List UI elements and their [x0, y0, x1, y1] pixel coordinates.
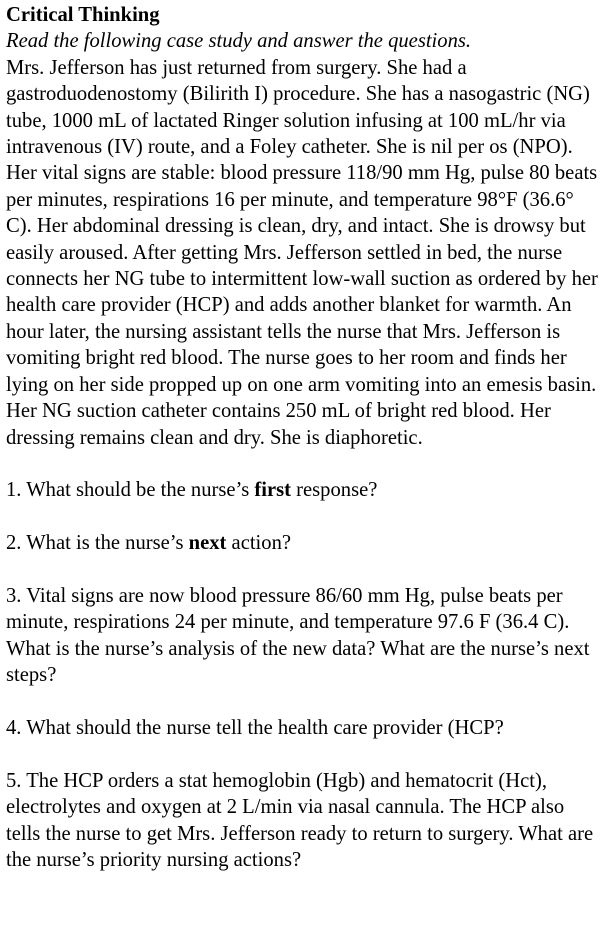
- case-study-text: Mrs. Jefferson has just returned from surgery. She had a gastroduodenostomy (Bilirith I) procedure. She has a nasogastric (NG) tube, 1000 mL of lactated Ringer solution infusing at 100 mL/hr via intravenous (IV) route, and a Foley catheter. She is nil per os (NPO). Her vital signs are stable: blood pressure 118/90 mm Hg, pulse 80 beats per minutes, respirations 16 per minute, and temperature 98°F (36.6° C). Her abdominal dressing is clean, dry, and intact. She is drowsy but easily aroused. After getting Mrs. Jefferson settled in bed, the nurse connects her NG tube to intermittent low-wall suction as ordered by her health care provider (HCP) and adds another blanket for warmth. An hour later, the nursing assistant tells the nurse that Mrs. Jefferson is vomiting bright red blood. The nurse goes to her room and finds her lying on her side propped up on one arm vomiting into an emesis basin. Her NG suction catheter contains 250 mL of bright red blood. Her dressing remains clean and dry. She is diaphoretic.: [6, 56, 598, 449]
- question-2-tail: action?: [226, 532, 292, 555]
- question-4-text: 4. What should the nurse tell the health care provider (HCP?: [6, 716, 504, 739]
- question-2: [6, 530, 599, 556]
- question-1-text: 1. What should be the nurse’s: [6, 479, 255, 502]
- question-1-emphasis: first: [254, 479, 292, 502]
- question-5-text: 5. The HCP orders a stat hemoglobin (Hgb) and hematocrit (Hct), electrolytes and oxygen at 2 L/min via nasal cannula. The HCP also tells the nurse to get Mrs. Jefferson ready to return to surgery. What are the nurse’s priority nursing actions?: [6, 769, 594, 871]
- instructions-text: Read the following case study and answer the questions.: [6, 30, 472, 53]
- question-4: [6, 715, 599, 741]
- question-2-emphasis: next: [188, 532, 227, 555]
- document-title: Critical Thinking: [6, 4, 160, 26]
- question-3-text: 3. Vital signs are now blood pressure 86/60 mm Hg, pulse beats per minute, respirations 24 per minute, and temperature 97.6 F (36.4 C). What is the nurse’s analysis of the new data? What are the nurse’s next steps?: [6, 584, 590, 687]
- question-2-text: 2. What is the nurse’s: [6, 532, 189, 555]
- question-5: [6, 768, 599, 874]
- question-1: [6, 477, 599, 503]
- question-3: [6, 583, 599, 689]
- question-1-tail: response?: [291, 479, 378, 502]
